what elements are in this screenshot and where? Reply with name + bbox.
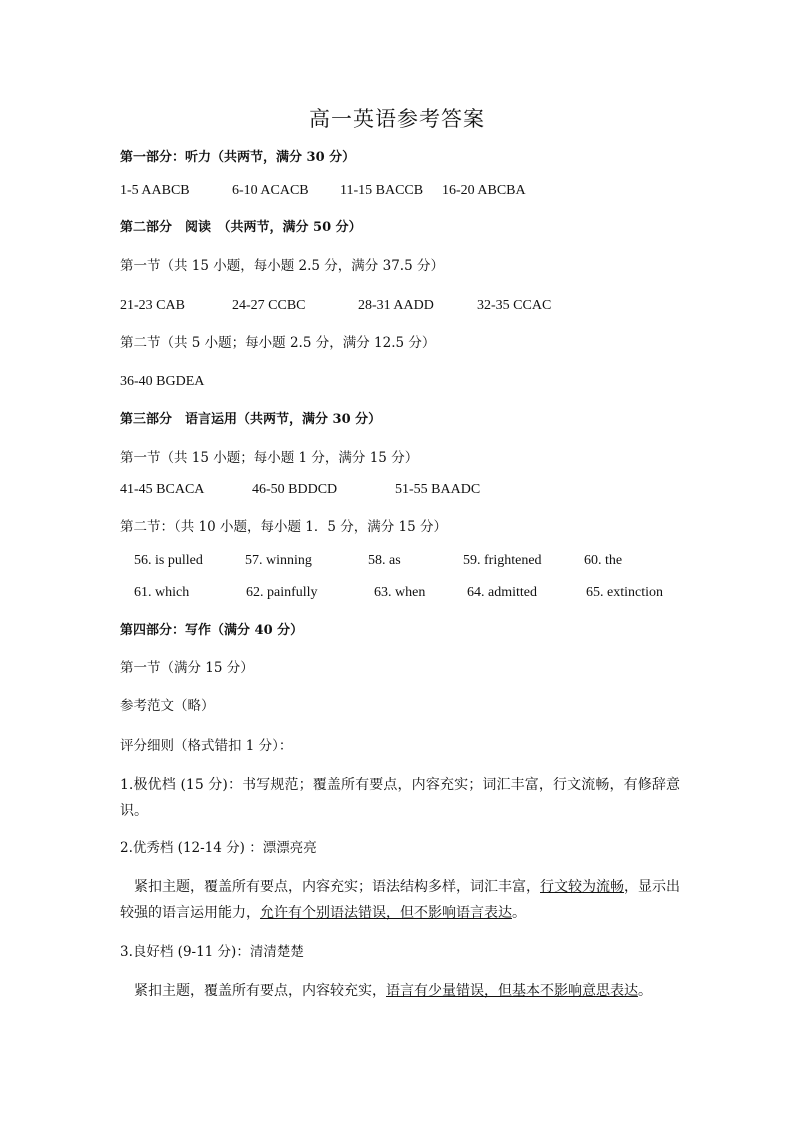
level3-underlined-text: 语言有少量错误，但基本不影响意思表达 [386,983,638,999]
part1-heading: 第一部分：听力（共两节，满分 30 分） [120,150,356,165]
level3-heading: 3.良好档 (9-11 分)：清清楚楚 [120,944,304,960]
part4-heading: 第四部分：写作（满分 40 分） [120,623,304,638]
part2-section1-heading: 第一节（共 15 小题，每小题 2.5 分，满分 37.5 分） [120,258,444,274]
level1-criteria: 1.极优档 (15 分)：书写规范；覆盖所有要点，内容充实；词汇丰富，行文流畅，有修辞意识。 [120,777,680,819]
level2-text: 紧扣主题，覆盖所有要点，内容充实；语法结构多样，词汇丰富， [134,879,540,895]
level2-underlined-text: 行文较为流畅 [540,879,624,895]
answer-item: 61. which [134,585,190,600]
answer-group: 6-10 ACACB [232,183,309,198]
answer-group: 36-40 BGDEA [120,374,205,389]
answer-group: 51-55 BAADC [395,482,481,497]
level2-criteria [120,874,680,926]
answer-item: 59. frightened [463,553,542,568]
level2-underlined-text: 允许有个别语法错误，但不影响语言表达 [260,905,512,921]
answer-group: 1-5 AABCB [120,183,190,198]
sample-essay-note: 参考范文（略） [120,698,215,714]
answer-item: 60. the [584,553,623,568]
level2-heading: 2.优秀档 (12-14 分) ：漂漂亮亮 [120,840,317,856]
answer-group: 46-50 BDDCD [252,482,338,497]
part2-heading: 第二部分 阅读 （共两节，满分 50 分） [120,220,362,235]
criteria-heading: 评分细则（格式错扣 1 分）： [120,738,293,754]
answer-item: 58. as [368,553,401,568]
level3-criteria [120,978,680,1004]
level3-text: 紧扣主题，覆盖所有要点，内容较充实， [134,983,386,999]
answer-item: 65. extinction [586,585,663,600]
part3-section1-heading: 第一节（共 15 小题；每小题 1 分，满分 15 分） [120,450,419,466]
level3-text: 。 [638,983,652,999]
answer-group: 32-35 CCAC [477,298,552,313]
answer-item: 63. when [374,585,426,600]
answer-group: 24-27 CCBC [232,298,306,313]
answer-item: 57. winning [245,553,312,568]
level2-text: ，显示出较强的语言运用能力， [120,879,680,921]
answer-item: 64. admitted [467,585,537,600]
part4-section1-heading: 第一节（满分 15 分） [120,660,254,676]
part3-heading: 第三部分 语言运用（共两节，满分 30 分） [120,412,382,427]
answer-group: 41-45 BCACA [120,482,205,497]
answer-group: 16-20 ABCBA [442,183,526,198]
part2-section2-heading: 第二节（共 5 小题；每小题 2.5 分，满分 12.5 分） [120,335,436,351]
answer-group: 21-23 CAB [120,298,185,313]
answer-group: 28-31 AADD [358,298,434,313]
answer-item: 56. is pulled [134,553,203,568]
part3-section2-heading: 第二节：（共 10 小题，每小题 1．5 分，满分 15 分） [120,519,448,535]
page-title: 高一英语参考答案 [309,107,485,131]
answer-item: 62. painfully [246,585,318,600]
level2-text: 。 [512,905,526,921]
answer-group: 11-15 BACCB [340,183,424,198]
